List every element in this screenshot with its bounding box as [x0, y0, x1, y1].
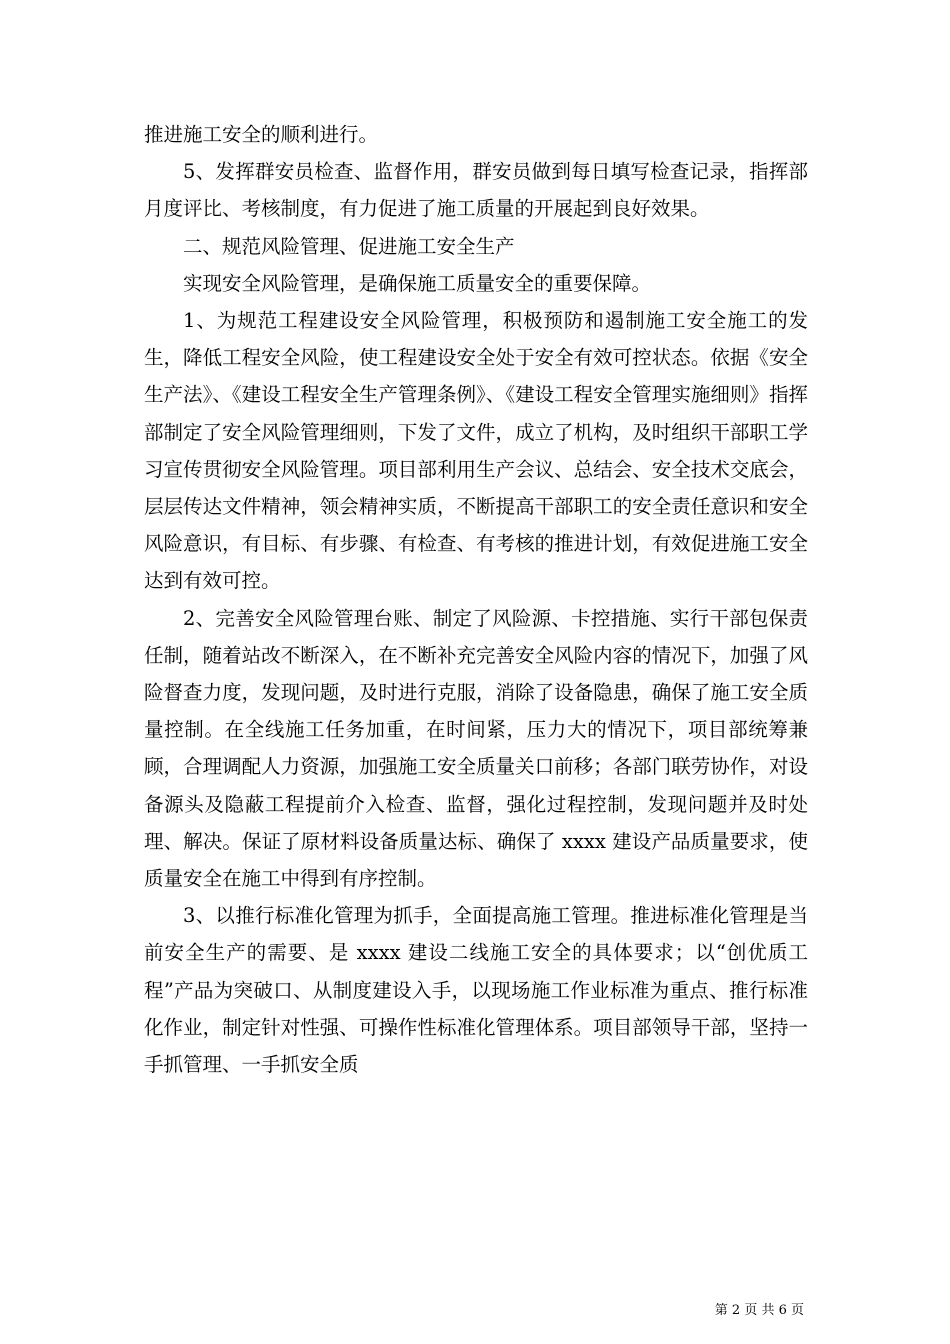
section-intro: 实现安全风险管理，是确保施工质量安全的重要保障。	[183, 271, 652, 295]
paragraph-item-1: 1、为规范工程建设安全风险管理，积极预防和遏制施工安全施工的发生，降低工程安全风险，使工程建设安全处于安全有效可控状态。依据《安全生产法》、《建设工程安全生产管理条例》、《建设工程安全管理实施细则》指挥部制定了安全风险管理细则，下发了文件，成立了机构，及时组织干部职工学习宣传贯彻安全风险管理。项目部利用生产会议、总结会、安全技术交底会，层层传达文件精神，领会精神实质，不断提高干部职工的安全责任意识和安全风险意识，有目标、有步骤、有检查、有考核的推进计划，有效促进施工安全达到有效可控。	[144, 309, 808, 593]
paragraph-item-3: 3、以推行标准化管理为抓手，全面提高施工管理。推进标准化管理是当前安全生产的需要、是 xxxx 建设二线施工安全的具体要求；以“创优质工程”产品为突破口、从制度建设入手，以现场施工作业标准为重点、推行标准化作业，制定针对性强、可操作性标准化管理体系。项目部领导干部，坚持一手抓管理、一手抓安全质	[144, 904, 808, 1077]
section-heading-2: 二、规范风险管理、促进施工安全生产	[183, 234, 515, 258]
paragraph-continuation: 推进施工安全的顺利进行。	[144, 123, 379, 146]
paragraph-item-2: 2、完善安全风险管理台账、制定了风险源、卡控措施、实行干部包保责任制，随着站改不断深入，在不断补充完善安全风险内容的情况下，加强了风险督查力度，发现问题，及时进行克服，消除了设备隐患，确保了施工安全质量控制。在全线施工任务加重，在时间紧，压力大的情况下，项目部统筹兼顾，合理调配人力资源，加强施工安全质量关口前移；各部门联劳协作，对设备源头及隐蔽工程提前介入检查、监督，强化过程控制，发现问题并及时处理、解决。保证了原材料设备质量达标、确保了 xxxx 建设产品质量要求，使质量安全在施工中得到有序控制。	[144, 606, 808, 891]
page-number: 第 2 页 共 6 页	[714, 1303, 804, 1318]
document-body	[144, 116, 808, 1083]
paragraph-item-5: 5、发挥群安员检查、监督作用，群安员做到每日填写检查记录，指挥部月度评比、考核制度，有力促进了施工质量的开展起到良好效果。	[144, 160, 808, 221]
